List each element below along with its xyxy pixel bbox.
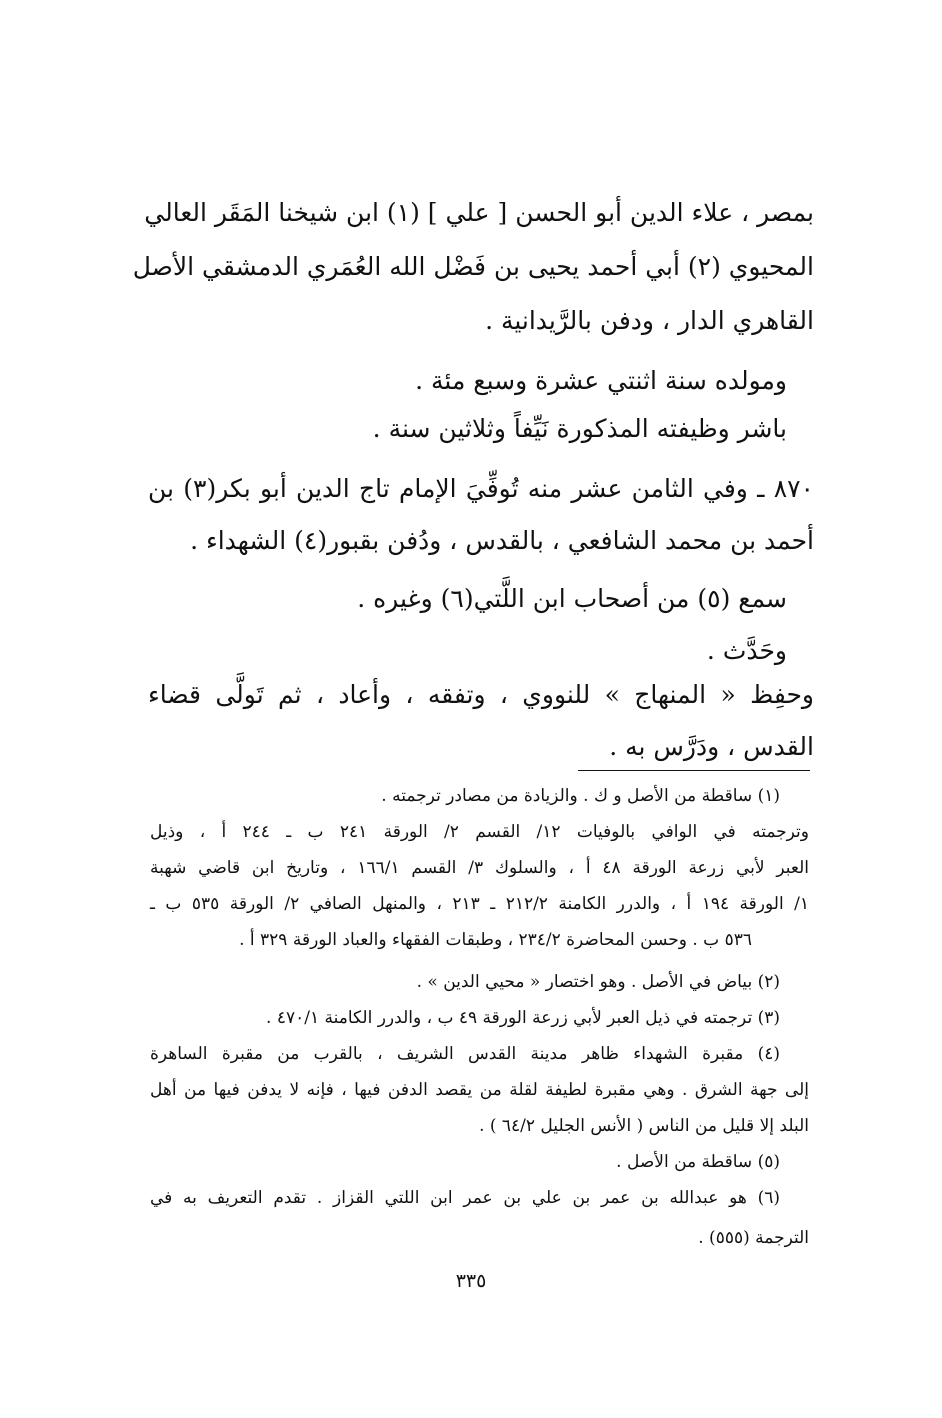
footnote-4: (٤) مقبرة الشهداء ظاهر مدينة القدس الشريف ، بالقرب من مقبرة الساهرة	[150, 1044, 780, 1064]
footnote-6-line-2: الترجمة (٥٥٥) .	[698, 1228, 809, 1248]
footnote-4-line-2: إلى جهة الشرق . وهي مقبرة لطيفة لقلة من يقصد الدفن فيها ، فإنه لا يدفن فيها من أهل	[150, 1080, 809, 1100]
footnote-1: (١) ساقطة من الأصل و ك . والزيادة من مصادر ترجمته .	[381, 786, 780, 806]
footnote-1-line-2: وترجمته في الوافي بالوفيات ١٢/ القسم ٢/ الورقة ٢٤١ ب ـ ٢٤٤ أ ، وذيل	[150, 822, 809, 842]
main-text-line-10: وحفِظ « المنهاج » للنووي ، وتفقه ، وأعاد ، ثم تَولَّى قضاء	[148, 680, 814, 709]
footnote-1-line-5: ٥٣٦ ب . وحسن المحاضرة ٢٣٤/٢ ، وطبقات الفقهاء والعباد الورقة ٣٢٩ أ .	[239, 930, 752, 950]
main-text-line-8: سمع (٥) من أصحاب ابن اللَّتي(٦) وغيره .	[357, 584, 787, 613]
main-text-line-2: المحيوي (٢) أبي أحمد يحيى بن فَضْل الله العُمَري الدمشقي الأصل	[132, 252, 814, 281]
page-number: ٣٣٥	[455, 1270, 487, 1292]
footnote-2: (٢) بياض في الأصل . وهو اختصار « محيي الدين » .	[416, 972, 780, 992]
main-text-line-9: وحَدَّث .	[706, 636, 787, 665]
footnote-1-line-4: ١/ الورقة ١٩٤ أ ، والدرر الكامنة ٢١٢/٢ ـ ٢١٣ ، والمنهل الصافي ٢/ الورقة ٥٣٥ ب ـ	[150, 894, 809, 914]
main-text-line-4: ومولده سنة اثنتي عشرة وسبع مئة .	[415, 366, 787, 395]
main-text-line-6: ٨٧٠ ـ وفي الثامن عشر منه تُوفِّيَ الإمام تاج الدين أبو بكر(٣) بن	[148, 474, 814, 503]
footnote-6: (٦) هو عبدالله بن عمر بن علي بن عمر ابن اللتي القزاز . تقدم التعريف به في	[150, 1188, 780, 1208]
main-text-line-1: بمصر ، علاء الدين أبو الحسن [ علي ] (١) ابن شيخنا المَقَر العالي	[144, 198, 814, 227]
main-text-line-7: أحمد بن محمد الشافعي ، بالقدس ، ودُفن بقبور(٤) الشهداء .	[190, 526, 814, 555]
footnote-1-line-3: العبر لأبي زرعة الورقة ٤٨ أ ، والسلوك ٣/ القسم ١٦٦/١ ، وتاريخ ابن قاضي شهبة	[150, 858, 809, 878]
main-text-line-11: القدس ، ودَرَّس به .	[609, 732, 814, 761]
main-text-line-3: القاهري الدار ، ودفن بالرَّيدانية .	[485, 306, 814, 335]
footnote-4-line-3: البلد إلا قليل من الناس ( الأنس الجليل ٦٤/٢ ) .	[479, 1116, 809, 1136]
footnote-5: (٥) ساقطة من الأصل .	[616, 1152, 780, 1172]
footnote-3: (٣) ترجمته في ذيل العبر لأبي زرعة الورقة ٤٩ ب ، والدرر الكامنة ٤٧٠/١ .	[266, 1008, 780, 1028]
main-text-line-5: باشر وظيفته المذكورة نَيِّفاً وثلاثين سنة .	[372, 414, 787, 443]
footnote-separator	[578, 770, 810, 771]
